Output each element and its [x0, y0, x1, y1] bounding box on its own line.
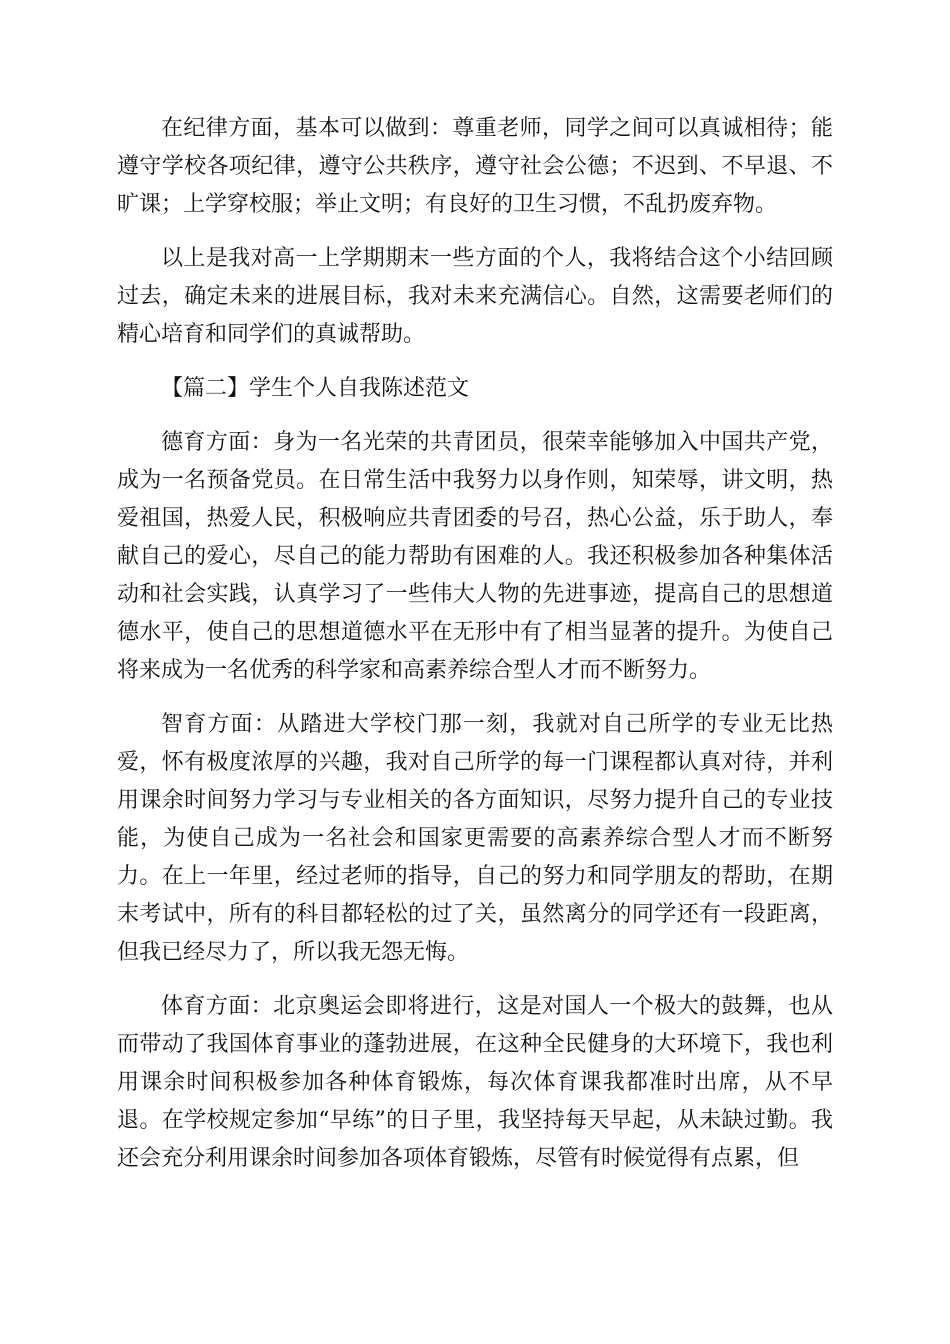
paragraph-moral-education: 德育方面：身为一名光荣的共青团员，很荣幸能够加入中国共产党，成为一名预备党员。在日常生活中我努力以身作则，知荣辱，讲文明，热爱祖国，热爱人民，积极响应共青团委的号召，热心公益，乐于助人，奉献自己的爱心，尽自己的能力帮助有困难的人。我还积极参加各种集体活动和社会实践，认真学习了一些伟大人物的先进事迹，提高自己的思想道德水平，使自己的思想道德水平在无形中有了相当显著的提升。为使自己将来成为一名优秀的科学家和高素养综合型人才而不断努力。 — [117, 430, 833, 683]
paragraph-intellectual-education: 智育方面：从踏进大学校门那一刻，我就对自己所学的专业无比热爱，怀有极度浓厚的兴趣，我对自己所学的每一门课程都认真对待，并利用课余时间努力学习与专业相关的各方面知识，尽努力提升自己的专业技能，为使自己成为一名社会和国家更需要的高素养综合型人才而不断努力。在上一年里，经过老师的指导，自己的努力和同学朋友的帮助，在期末考试中，所有的科目都轻松的过了关，虽然离分的同学还有一段距离，但我已经尽力了，所以我无怨无悔。 — [117, 712, 833, 965]
section-heading: 【篇二】学生个人自我陈述范文 — [161, 376, 470, 401]
document-body — [117, 110, 833, 1194]
paragraph-physical-education: 体育方面：北京奥运会即将进行，这是对国人一个极大的鼓舞，也从而带动了我国体育事业的蓬勃进展，在这种全民健身的大环境下，我也利用课余时间积极参加各种体育锻炼，每次体育课我都准时出席，从不早退。在学校规定参加“早练”的日子里，我坚持每天早起，从未缺过勤。我还会充分利用课余时间参加各项体育锻炼，尽管有时候觉得有点累，但 — [117, 994, 833, 1171]
paragraph-summary: 以上是我对高一上学期期末一些方面的个人，我将结合这个小结回顾过去，确定未来的进展目标，我对未来充满信心。自然，这需要老师们的精心培育和同学们的真诚帮助。 — [117, 246, 833, 347]
paragraph-discipline: 在纪律方面，基本可以做到：尊重老师，同学之间可以真诚相待；能遵守学校各项纪律，遵守公共秩序，遵守社会公德；不迟到、不早退、不旷课；上学穿校服；举止文明；有良好的卫生习惯，不乱扔废弃物。 — [117, 116, 833, 217]
